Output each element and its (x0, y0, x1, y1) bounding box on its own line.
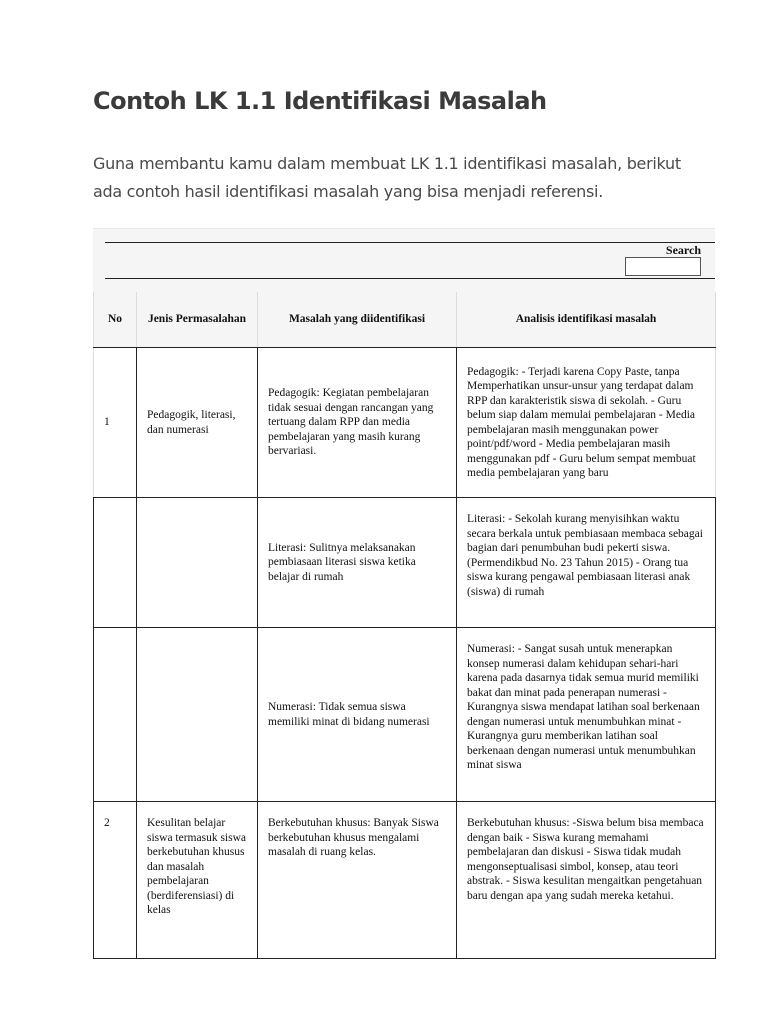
cell-jenis (137, 498, 258, 628)
cell-analisis: Numerasi: - Sangat susah untuk menerapkan konsep numerasi dalam kehidupan sehari-hari karena pada dasarnya tidak semua murid memiliki bakat dan minat pada penerapan numerasi - Kurangnya siswa mendapat latihan soal berkenaan dengan numerasi untuk menumbuhkan minat - Kurangnya guru memberikan latihan soal berkenaan dengan numerasi untuk menumbuhkan minat siswa (457, 628, 716, 802)
column-header-jenis[interactable]: Jenis Permasalahan (137, 292, 258, 348)
cell-jenis (137, 628, 258, 802)
intro-paragraph: Guna membantu kamu dalam membuat LK 1.1 identifikasi masalah, berikut ada contoh hasil identifikasi masalah yang bisa menjadi referensi. (93, 154, 681, 201)
cell-masalah: Pedagogik: Kegiatan pembelajaran tidak sesuai dengan rancangan yang tertuang dalam RPP dan media pembelajaran yang masih kurang bervariasi. (258, 348, 457, 498)
cell-masalah: Numerasi: Tidak semua siswa memiliki minat di bidang numerasi (258, 628, 457, 802)
cell-analisis: Berkebutuhan khusus: -Siswa belum bisa membaca dengan baik - Siswa kurang memahami pembelajaran dan diskusi - Siswa tidak mudah mengonseptualisasi simbol, konsep, atau teori abstrak. - Siswa kesulitan mengaitkan pengetahuan baru dengan apa yang sudah mereka ketahui. (457, 802, 716, 959)
page-title: Contoh LK 1.1 Identifikasi Masalah (93, 87, 547, 115)
cell-no: 1 (94, 348, 137, 498)
table-row (94, 498, 716, 628)
cell-jenis: Pedagogik, literasi, dan numerasi (137, 348, 258, 498)
column-header-analisis[interactable]: Analisis identifikasi masalah (457, 292, 716, 348)
cell-analisis: Pedagogik: - Terjadi karena Copy Paste, tanpa Memperhatikan unsur-unsur yang terdapat dalam RPP dan karakteristik siswa di sekolah. - Guru belum siap dalam memulai pembelajaran - Media pembelajaran masih menggunakan power point/pdf/word - Media pembelajaran masih menggunakan pdf - Guru belum sempat membuat media pembelajaran yang baru (457, 348, 716, 498)
divider (105, 278, 715, 279)
problem-table-container (93, 228, 715, 959)
cell-jenis: Kesulitan belajar siswa termasuk siswa berkebutuhan khusus dan masalah pembelajaran (berdiferensiasi) di kelas (137, 802, 258, 959)
cell-masalah: Literasi: Sulitnya melaksanakan pembiasaan literasi siswa ketika belajar di rumah (258, 498, 457, 628)
cell-no (94, 498, 137, 628)
search-bar (93, 228, 715, 292)
cell-no: 2 (94, 802, 137, 959)
table-header-row (94, 292, 716, 348)
table-row (94, 348, 716, 498)
cell-masalah: Berkebutuhan khusus: Banyak Siswa berkebutuhan khusus mengalami masalah di ruang kelas. (258, 802, 457, 959)
cell-no (94, 628, 137, 802)
problem-table (93, 292, 716, 959)
search-input[interactable] (625, 257, 701, 276)
column-header-masalah[interactable]: Masalah yang diidentifikasi (258, 292, 457, 348)
column-header-no[interactable]: No (94, 292, 137, 348)
table-row (94, 628, 716, 802)
table-row (94, 802, 716, 959)
divider (105, 242, 715, 243)
search-label: Search (665, 243, 701, 257)
cell-analisis: Literasi: - Sekolah kurang menyisihkan waktu secara berkala untuk pembiasaan membaca sebagai bagian dari penumbuhan budi pekerti siswa. (Permendikbud No. 23 Tahun 2015) - Orang tua siswa kurang pengawal pembiasaan literasi anak (siswa) di rumah (457, 498, 716, 628)
